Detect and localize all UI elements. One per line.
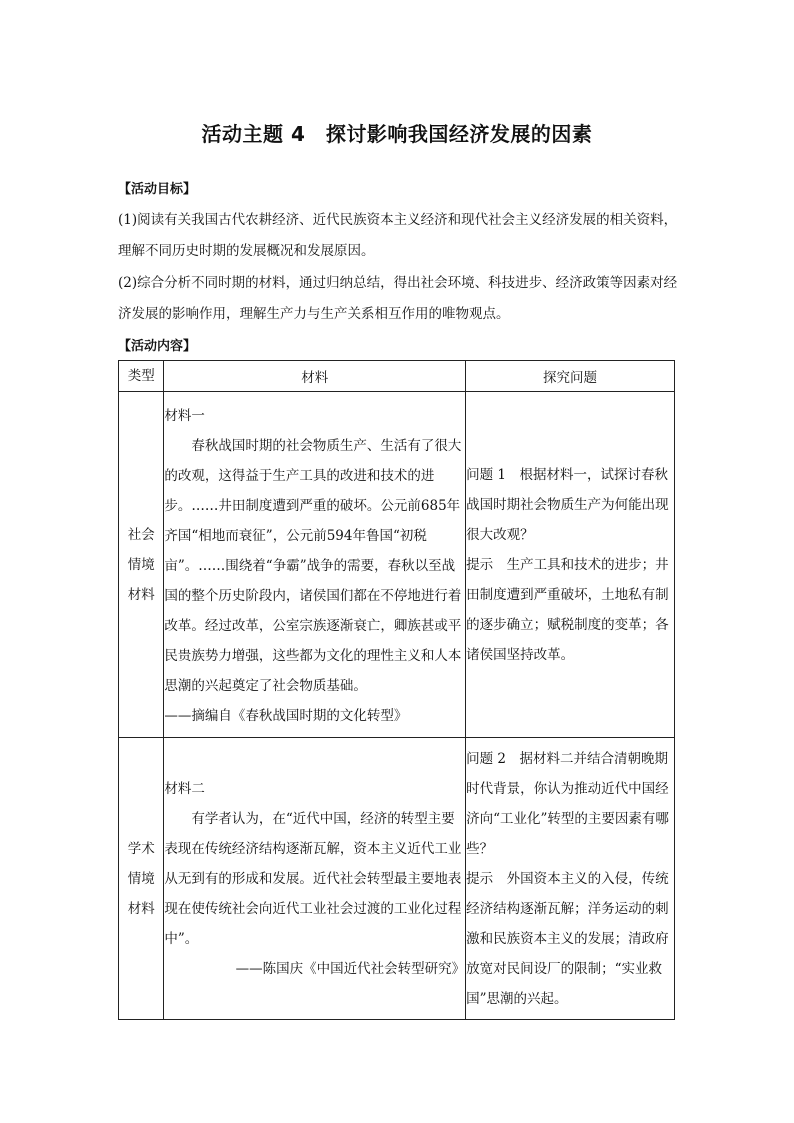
goal-paragraph-2: (2)综合分析不同时期的材料，通过归纳总结，得出社会环境、科技进步、经济政策等因素对经济发展的影响作用，理解生产力与生产关系相互作用的唯物观点。 [118, 275, 678, 322]
table-header-row [119, 361, 675, 392]
goals-label: 【活动目标】 [118, 182, 197, 197]
goal-paragraph-1: (1)阅读有关我国古代农耕经济、近代民族资本主义经济和现代社会主义经济发展的相关资料，理解不同历史时期的发展概况和发展原因。 [118, 212, 678, 259]
hint-text: 提示 生产工具和技术的进步；井田制度遭到严重破坏，土地私有制的逐步确立；赋税制度的变革；各诸侯国坚持改革。 [466, 556, 669, 663]
activity-table [118, 360, 675, 1020]
type-line: 情境 [127, 556, 155, 573]
material-title: 材料二 [164, 780, 205, 797]
type-line: 情境 [127, 870, 155, 887]
type-cell [119, 392, 164, 738]
content-label: 【活动内容】 [118, 339, 197, 354]
material-source: ——陈国庆《中国近代社会转型研究》 [235, 960, 466, 977]
type-line: 材料 [127, 900, 155, 917]
table-row [119, 738, 675, 1020]
type-cell [119, 738, 164, 1020]
header-question: 探究问题 [466, 361, 675, 392]
question-cell [466, 392, 675, 738]
header-type: 类型 [119, 361, 164, 392]
material-body: 春秋战国时期的社会物质生产、生活有了很大的改观，这得益于生产工具的改进和技术的进步。……井田制度遭到严重的破坏。公元前685年齐国“相地而衰征”，公元前594年鲁国“初税亩”。……围绕着“争霸”战争的需要，春秋以至战国的整个历史阶段内，诸侯国们都在不停地进行着改革。经过改革，公室宗族逐渐衰亡，卿族甚或平民贵族势力增强，这些都为文化的理性主义和人本思潮的兴起奠定了社会物质基础。 [164, 437, 462, 694]
question-text: 问题 1 根据材料一，试探讨春秋战国时期社会物质生产为何能出现很大改观？ [466, 466, 669, 543]
material-title: 材料一 [164, 407, 205, 424]
question-cell [466, 738, 675, 1020]
header-material: 材料 [164, 361, 466, 392]
hint-text: 提示 外国资本主义的入侵，传统经济结构逐渐瓦解；洋务运动的刺激和民族资本主义的发展；清政府放宽对民间设厂的限制；“实业救国”思潮的兴起。 [466, 870, 669, 1007]
type-line: 社会 [127, 526, 155, 543]
material-cell [164, 738, 466, 1020]
material-source: ——摘编自《春秋战国时期的文化转型》 [164, 707, 408, 724]
table-row [119, 392, 675, 738]
question-text: 问题 2 据材料二并结合清朝晚期时代背景，你认为推动近代中国经济向“工业化”转型的主要因素有哪些？ [466, 750, 669, 857]
type-line: 材料 [127, 586, 155, 603]
material-cell [164, 392, 466, 738]
page-title: 活动主题 4 探讨影响我国经济发展的因素 [201, 122, 593, 146]
material-body: 有学者认为，在“近代中国，经济的转型主要表现在传统经济结构逐渐瓦解，资本主义近代工业从无到有的形成和发展。近代社会转型最主要地表现在使传统社会向近代工业社会过渡的工业化过程中”。 [164, 810, 462, 947]
type-line: 学术 [127, 840, 155, 857]
